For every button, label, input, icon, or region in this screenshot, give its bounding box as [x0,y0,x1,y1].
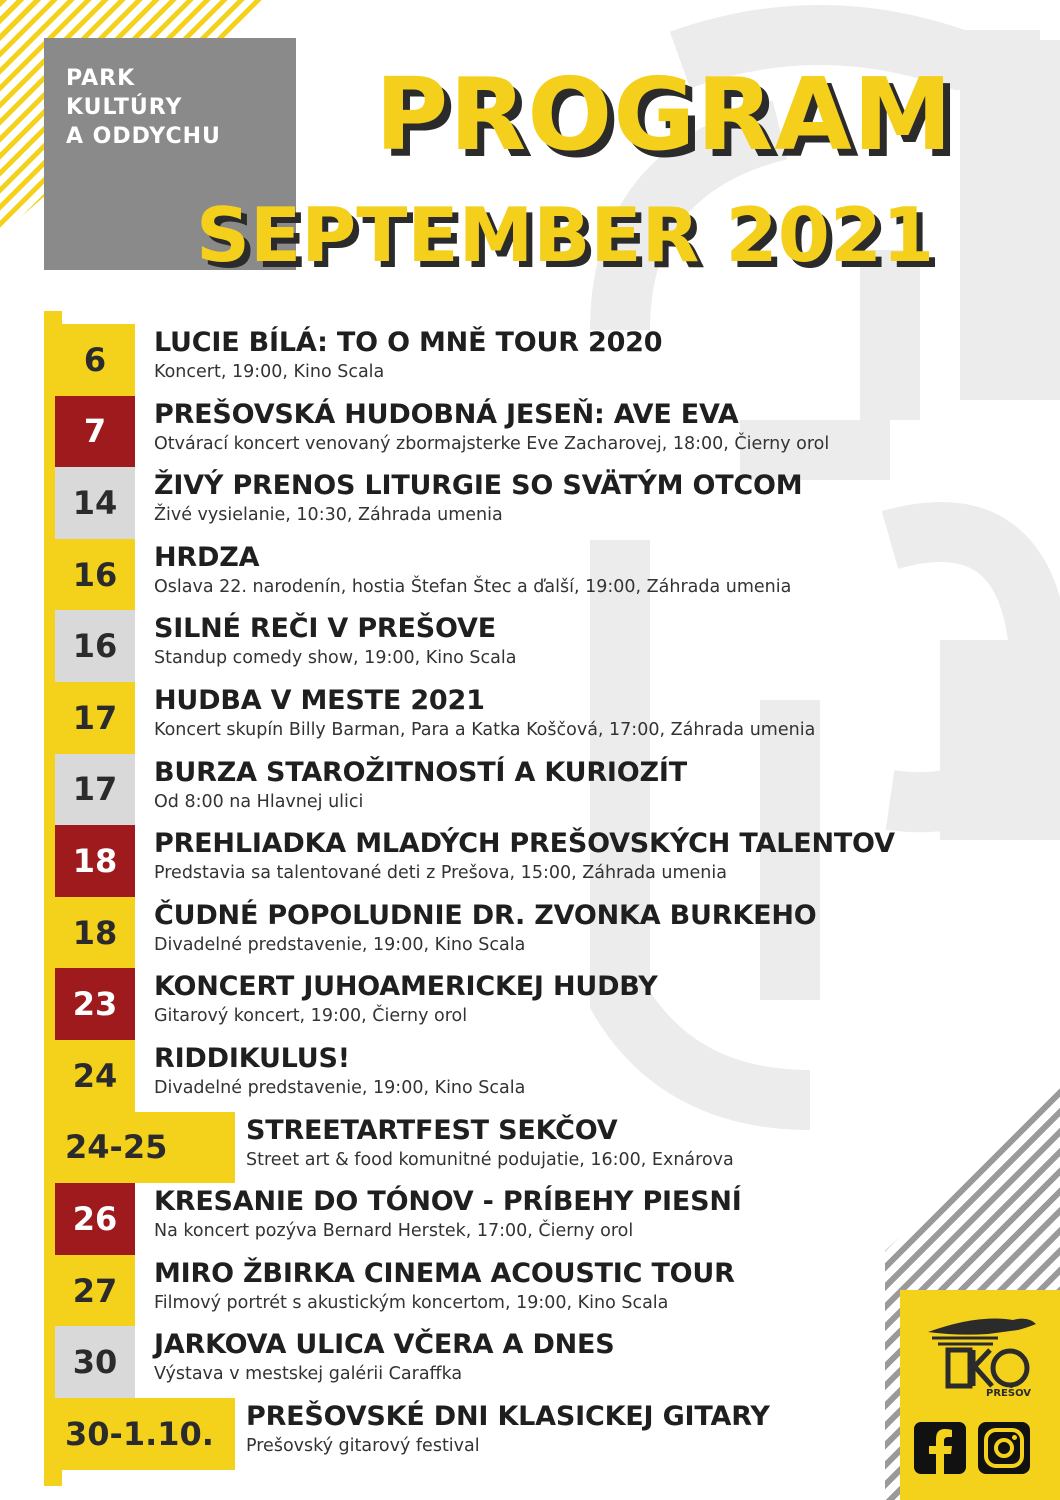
event-subtitle: Otvárací koncert venovaný zbormajsterke Eve Zacharovej, 18:00, Čierny orol [154,433,830,454]
logo-box [900,1290,1060,1500]
page-subtitle-month: SEPTEMBER 2021 [196,191,935,279]
event-text [154,1257,1030,1315]
event-title: KONCERT JUHOAMERICKEJ HUDBY [154,971,658,1003]
event-date: 18 [55,897,135,969]
event-title: HUDBA V MESTE 2021 [154,684,485,716]
event-text [154,1328,1030,1386]
event-subtitle: Predstavia sa talentované deti z Prešova, 15:00, Záhrada umenia [154,863,727,884]
event-title: RIDDIKULUS! [154,1042,350,1074]
event-subtitle: Výstava v mestskej galérii Caraffka [154,1364,463,1385]
event-date: 14 [55,467,135,539]
event-subtitle: Street art & food komunitné podujatie, 16:00, Exnárova [246,1149,734,1170]
event-subtitle: Koncert skupín Billy Barman, Para a Katka Koščová, 17:00, Záhrada umenia [154,719,816,740]
event-row [0,324,1060,396]
event-text [154,827,1030,885]
event-title: MIRO ŽBIRKA CINEMA ACOUSTIC TOUR [154,1257,735,1289]
event-subtitle: Oslava 22. narodenín, hostia Štefan Štec a ďalší, 19:00, Záhrada umenia [154,576,792,597]
event-date: 16 [55,610,135,682]
park-label-line: PARK [66,66,136,91]
event-date: 16 [55,539,135,611]
event-date: 30 [55,1326,135,1398]
event-title: ČUDNÉ POPOLUDNIE DR. ZVONKA BURKEHO [154,899,817,931]
event-date: 17 [55,754,135,826]
event-row [0,968,1060,1040]
event-title: JARKOVA ULICA VČERA A DNES [154,1329,615,1361]
event-title: LUCIE BÍLÁ: TO O MNĚ TOUR 2020 [154,327,663,358]
event-date: 23 [55,968,135,1040]
event-row [0,754,1060,826]
event-row [0,1112,1060,1184]
event-text [154,541,1030,599]
event-text [154,469,1030,527]
instagram-icon[interactable] [978,1422,1030,1474]
event-title: KRESANIE DO TÓNOV - PRÍBEHY PIESNÍ [154,1186,742,1218]
event-text [246,1114,1030,1172]
event-date: 7 [55,396,135,468]
event-date: 27 [55,1255,135,1327]
event-date: 26 [55,1183,135,1255]
event-subtitle: Živé vysielanie, 10:30, Záhrada umenia [154,505,503,526]
event-row [0,396,1060,468]
page-title: PROGRAM [375,56,954,173]
event-row [0,539,1060,611]
event-row [0,467,1060,539]
event-title: BURZA STAROŽITNOSTÍ A KURIOZÍT [154,756,687,788]
logo-text: PREŠOV [986,1388,1032,1399]
event-subtitle: Filmový portrét s akustickým koncertom, 19:00, Kino Scala [154,1292,669,1313]
event-row [0,897,1060,969]
event-date: 17 [55,682,135,754]
event-subtitle: Divadelné predstavenie, 19:00, Kino Scala [154,1077,526,1098]
event-subtitle: Od 8:00 na Hlavnej ulici [154,791,364,812]
event-text [154,899,1030,957]
event-text [154,684,1030,742]
event-subtitle: Gitarový koncert, 19:00, Čierny orol [154,1006,468,1027]
event-row [0,1040,1060,1112]
event-date: 18 [55,825,135,897]
event-text [154,756,1030,814]
event-date: 30-1.10. [55,1398,235,1470]
event-title: PREŠOVSKÁ HUDOBNÁ JESEŇ: AVE EVA [154,398,739,430]
event-text [154,326,1030,384]
park-label-line: KULTÚRY [66,95,183,120]
event-title: SILNÉ REČI V PREŠOVE [154,613,496,645]
event-title: ŽIVÝ PRENOS LITURGIE SO SVÄTÝM OTCOM [154,470,803,502]
event-text [154,398,1030,456]
event-text [154,1042,1030,1100]
event-title: PREŠOVSKÉ DNI KLASICKEJ GITARY [246,1400,770,1432]
event-subtitle: Prešovský gitarový festival [246,1435,480,1456]
event-row [0,682,1060,754]
event-title: HRDZA [154,541,260,573]
event-subtitle: Koncert, 19:00, Kino Scala [154,362,385,382]
event-date: 24 [55,1040,135,1112]
event-subtitle: Na koncert pozýva Bernard Herstek, 17:00, Čierny orol [154,1221,634,1242]
event-title: PREHLIADKA MLADÝCH PREŠOVSKÝCH TALENTOV [154,828,895,860]
event-row [0,1183,1060,1255]
event-date: 24-25 [55,1112,235,1184]
park-label-line: A ODDYCHU [66,124,221,149]
facebook-icon[interactable] [914,1422,966,1474]
event-row [0,825,1060,897]
event-text [154,612,1030,670]
event-row [0,610,1060,682]
event-date: 6 [55,324,135,396]
event-text [154,1185,1030,1243]
event-title: STREETARTFEST SEKČOV [246,1114,618,1146]
event-subtitle: Divadelné predstavenie, 19:00, Kino Scala [154,934,526,955]
event-text [154,970,1030,1028]
event-subtitle: Standup comedy show, 19:00, Kino Scala [154,648,517,669]
